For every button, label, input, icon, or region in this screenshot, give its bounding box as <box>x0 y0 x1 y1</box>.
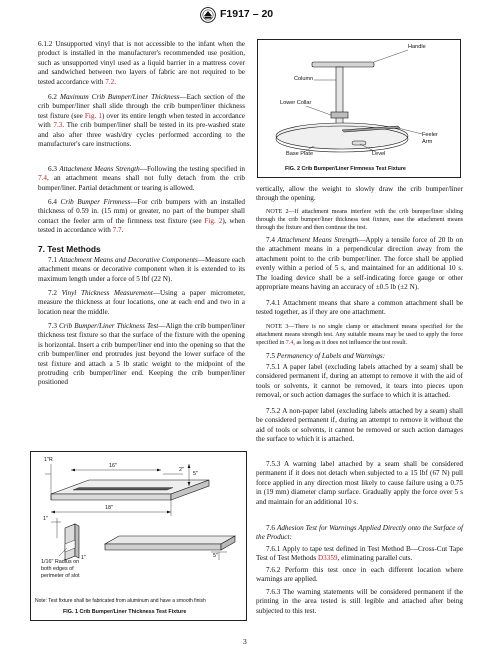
paragraph-7-4-1: 7.4.1 Attachment means that share a common attachment shall be tested together, as if they are one attachment. <box>256 299 463 317</box>
paragraph-7-5: 7.5 Permanency of Labels and Warnings: <box>266 352 386 360</box>
paragraph-7-5-2: 7.5.2 A non-paper label (excluding labels attached by a seam) shall be considered permanent if, during an attempt to remove it without the aid of tools or solvents, it cannot be removed or such action damages the surface to which it is attached. <box>256 407 463 444</box>
fig1-label-radius-note: 1/16" Radius on both edges of perimeter of slot <box>41 559 80 579</box>
paragraph-7-6: 7.6 Adhesion Test for Warnings Applied Directly onto the Surface of the Product: <box>256 524 463 542</box>
figure-1-note: Note: Test fixture shall be fabricated from aluminum and have a smooth finish <box>35 598 206 604</box>
note-2: NOTE 2—If attachment means interfere with the crib bumper/liner sliding through the crib bumper/liner thickness test fixture, ease the attachment means through the fixture and then continue the test. <box>256 209 463 231</box>
paragraph-7-1: 7.1 Attachment Means and Decorative Components—Measure each attachment means or decorative component when it is extended to its maximum length under a force of 5 lbf (22 N). <box>38 256 246 283</box>
figure-1-caption: FIG. 1 Crib Bumper/Liner Thickness Test Fixture <box>63 609 187 615</box>
page-number: 3 <box>243 637 247 646</box>
fig2-label-level: Level <box>372 151 386 157</box>
note3-ref-7-4[interactable]: 7.4 <box>285 340 294 346</box>
figure-2-caption: FIG. 2 Crib Bumper/Liner Firmness Test Fixture <box>285 166 406 172</box>
ref-fig-2[interactable]: Fig. 2 <box>204 216 223 225</box>
fig1-label-5: 5" <box>193 471 198 477</box>
figure-1-box <box>30 451 247 621</box>
paragraph-7-5-1: 7.5.1 A paper label (excluding labels attached by a seam) shall be considered permanent if, during an attempt to remove it with the aid of tools or solvents, it cannot be removed, it tears into pieces upon removal, or such action damages the surface to which it is attached. <box>256 363 463 400</box>
fig2-label-feeler-arm: Feeler Arm <box>422 132 438 145</box>
fig1-label-5b: 5" <box>213 553 218 559</box>
ref-d3359[interactable]: D3359 <box>317 554 338 563</box>
figure-2-box <box>257 39 461 178</box>
section-7-heading: 7. Test Methods <box>38 244 101 254</box>
note-3: NOTE 3—There is no single clamp or attachment means specified for the attachment means strength test. Any suitable means may be used to apply the force specified in 7.4, as long as it does not influence the test result. <box>256 324 463 346</box>
paragraph-7-6-1: 7.6.1 Apply to tape test defined in Test Method B—Cross-Cut Tape Test of Test Methods D3359, eliminating parallel cuts. <box>256 545 463 563</box>
paragraph-7-6-3: 7.6.3 The warning statements will be considered permanent if the printing in the area tested is still legible and attached after being subjected to this test. <box>256 588 463 615</box>
fig1-label-2: 2" <box>179 467 184 473</box>
paragraph-7-3-continued: vertically, allow the weight to slowly draw the crib bumper/liner through the opening. <box>256 185 463 203</box>
paragraph-6-4: 6.4 Crib Bumper Firmness—For crib bumpers with an installed thickness of 0.59 in. (15 mm) or greater, no part of the bumper shall contact the feeler arm of the firmness test fixture (see Fig. 2), when tested in accordance with 7.7. <box>38 198 245 235</box>
ref-7-4[interactable]: 7.4 <box>38 174 47 183</box>
ref-7-2[interactable]: 7.2 <box>105 77 115 86</box>
paragraph-6-3: 6.3 Attachment Means Strength—Following the testing specified in 7.4, an attachment means shall not fully detach from the crib bumper/liner. Partial detachment or tearing is allowed. <box>38 165 245 192</box>
fig2-label-base-plate: Base Plate <box>286 151 314 157</box>
ref-fig-1[interactable]: Fig. 1 <box>84 111 102 120</box>
fig1-label-16: 16" <box>109 463 117 469</box>
fig2-label-lower-collar: Lower Collar <box>280 100 312 106</box>
ref-7-7[interactable]: 7.7 <box>112 226 122 235</box>
paragraph-7-4: 7.4 Attachment Means Strength—Apply a tensile force of 20 lb on the attachment means in a perpendicular direction away from the attachment point to the crib bumper/liner. The force shall be applied evenly within a period of 5 s, and maintained for an additional 10 s. The loading device shall be a self-indicating force gauge or other appropriate means having an accuracy of ±0.5 lb (±2 N). <box>256 236 463 292</box>
fig1-label-1: 1" <box>43 516 48 522</box>
fig1-label-18: 18" <box>105 505 113 511</box>
paragraph-6-1-2: 6.1.2 Unsupported vinyl that is not accessible to the infant when the product is installed in the manufacturer's recommended use position, such as unsupported vinyl used as a liquid barrier in a mattress cover and sandwiched between two layers of fabric are not required to be tested accordance with 7.2. <box>38 40 245 86</box>
ref-7-3[interactable]: 7.3 <box>53 121 63 130</box>
designation: F1917 – 20 <box>220 8 274 20</box>
fig2-label-handle: Handle <box>408 44 426 50</box>
fig1-label-1b: 1" <box>81 555 86 561</box>
fig1-label-radius-top: 1"R <box>44 457 53 463</box>
paragraph-7-6-2: 7.6.2 Perform this test once in each different location where warnings are applied. <box>256 566 463 584</box>
paragraph-7-2: 7.2 Vinyl Thickness Measurement—Using a paper micrometer, measure the thickness at four locations, one at each end and two in a location near the middle. <box>38 289 245 316</box>
paragraph-6-2: 6.2 Maximum Crib Bumper/Liner Thickness—Each section of the crib bumper/liner shall slide through the crib bumper/liner thickness test fixture (see Fig. 1) over its entire length when tested in accordance with 7.3. The crib bumper/liner shall be tested in its pre-washed state and also after three wash/dry cycles performed according to the manufacturer's care instructions. <box>38 93 245 149</box>
astm-logo <box>200 7 216 23</box>
paragraph-7-5-3: 7.5.3 A warning label attached by a seam shall be considered permanent if it does not detach when subjected to a 15 lbf (67 N) pull force applied in any direction most likely to cause failure using a 0.75 in (19 mm) diameter clamp surface. Gradually apply the force over 5 s and maintain for an additional 10 s. <box>256 460 463 506</box>
fig2-label-column: Column <box>294 76 314 82</box>
paragraph-7-3: 7.3 Crib Bumper/Liner Thickness Test—Align the crib bumper/liner thickness test fixture so that the surface of the fixture with the opening is horizontal. Insert a crib bumper/liner end into the opening so that the crib bumper/liner end protrudes just beyond the lower surface of the test fixture and attach a 5 lb static weight to the midpoint of the protruding crib bumper/liner end. Keeping the crib bumper/liner positioned <box>38 322 245 387</box>
